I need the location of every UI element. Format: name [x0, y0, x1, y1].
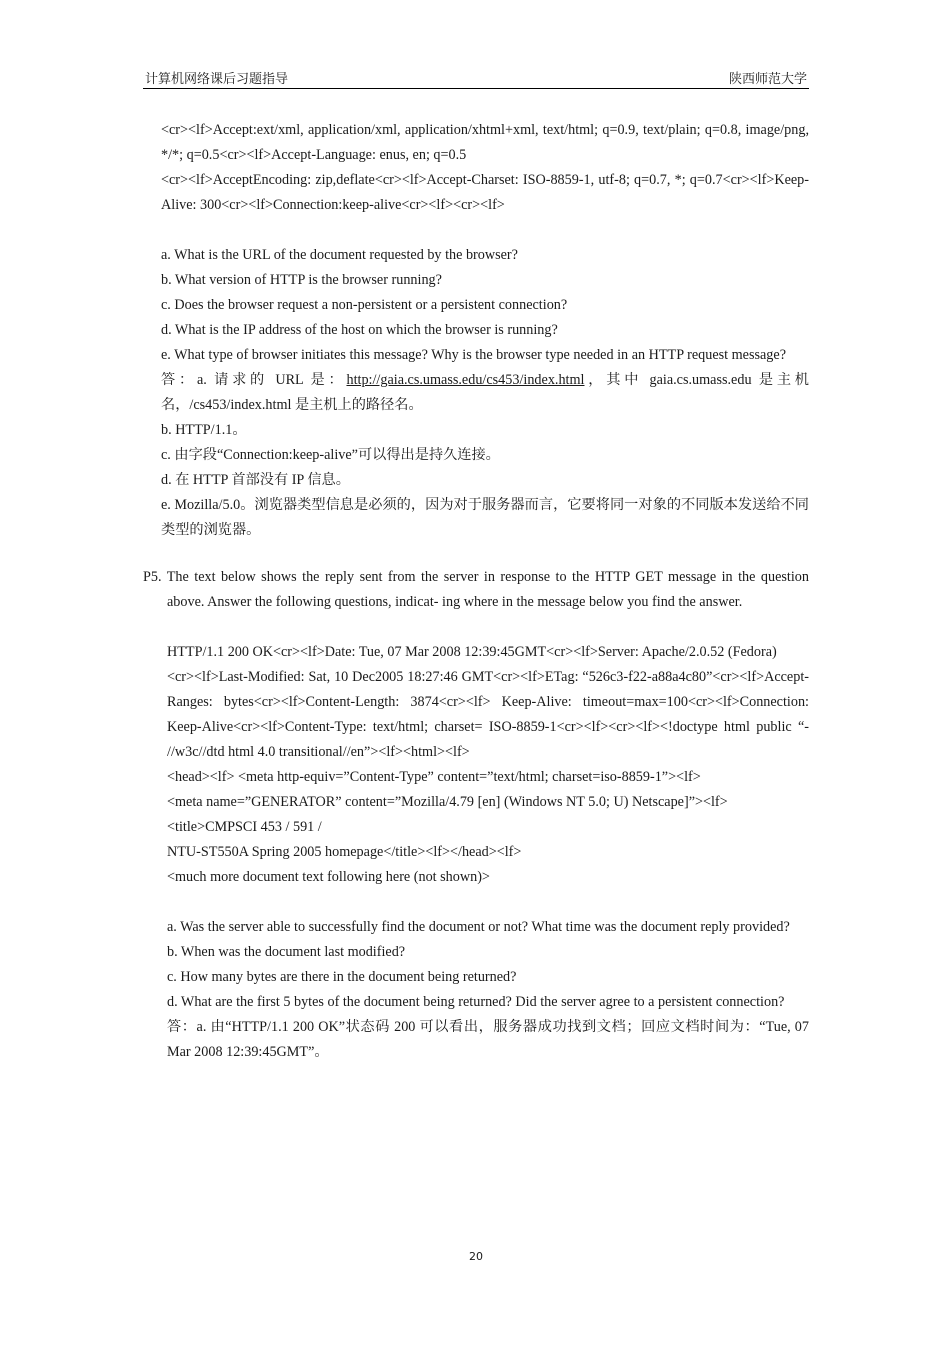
answer-a-prefix: 答：a. 请求的 URL 是：: [161, 372, 347, 388]
question-item: b. What version of HTTP is the browser running?: [161, 272, 442, 288]
question-item: b. When was the document last modified?: [167, 944, 406, 960]
reply-line: NTU-ST550A Spring 2005 homepage</title><lf></head><lf>: [167, 844, 522, 860]
page-number: 20: [469, 1250, 483, 1263]
answer-a: 答：a. 由“HTTP/1.1 200 OK”状态码 200 可以看出，服务器成功找到文档；回应文档时间为：“Tue, 07 Mar 2008 12:39:45GMT”。: [167, 1019, 809, 1060]
p5-reply-message: [143, 640, 809, 890]
p5-questions: [143, 915, 809, 1065]
question-item: c. Does the browser request a non-persistent or a persistent connection?: [161, 297, 568, 313]
reply-line: <cr><lf>Last-Modified: Sat, 10 Dec2005 18:27:46 GMT<cr><lf>ETag: “526c3-f22-a88a4c80”<cr><lf>Accept- Ranges: bytes<cr><lf>Content-Length: 3874<cr><lf> Keep-Alive: timeout=max=100<cr><lf>Connection: Keep-Alive<cr><lf>Content-Type: text/html; charset= ISO-8859-1<cr><lf><cr><lf><!doctype html public “- //w3c//dtd html 4.0 transitional//en”><lf><html><lf>: [167, 669, 809, 760]
question-item: d. What is the IP address of the host on which the browser is running?: [161, 322, 558, 338]
reply-line: <head><lf> <meta http-equiv=”Content-Type” content=”text/html; charset=iso-8859-1”><lf>: [167, 769, 701, 785]
answer-a: [161, 368, 809, 418]
answer-b: b. HTTP/1.1。: [161, 422, 247, 438]
p5-question: P5. The text below shows the reply sent from the server in response to the HTTP GET message in the question above. Answer the following questions, indicat- ing where in the message below you find the answer.: [143, 569, 809, 610]
header-course-title: 计算机网络课后习题指导: [145, 71, 289, 86]
answer-d: d. 在 HTTP 首部没有 IP 信息。: [161, 472, 350, 488]
answer-e: e. Mozilla/5.0。浏览器类型信息是必须的，因为对于服务器而言，它要将同一对象的不同版本发送给不同类型的浏览器。: [161, 497, 809, 538]
p4-questions: [143, 243, 809, 368]
reply-line: HTTP/1.1 200 OK<cr><lf>Date: Tue, 07 Mar 2008 12:39:45GMT<cr><lf>Server: Apache/2.0.52 (Fedora): [167, 644, 777, 660]
question-item: d. What are the first 5 bytes of the document being returned? Did the server agree to a persistent connection?: [167, 994, 785, 1010]
answer-c: c. 由字段“Connection:keep-alive”可以得出是持久连接。: [161, 447, 500, 463]
request-line: <cr><lf>Accept:ext/xml, application/xml, application/xhtml+xml, text/html; q=0.9, text/plain; q=0.8, image/png, */*; q=0.5<cr><lf>Accept-Language: enus, en; q=0.5: [161, 122, 809, 163]
requested-url-link[interactable]: http://gaia.cs.umass.edu/cs453/index.html: [346, 372, 585, 388]
p4-answers: [143, 368, 809, 543]
p4-request-tail: [143, 118, 809, 218]
reply-line: <much more document text following here (not shown)>: [167, 869, 490, 885]
question-item: a. What is the URL of the document requested by the browser?: [161, 247, 518, 263]
question-item: e. What type of browser initiates this message? Why is the browser type needed in an HTTP request message?: [161, 347, 786, 363]
question-item: a. Was the server able to successfully find the document or not? What time was the document reply provided?: [167, 919, 790, 935]
answer-a-suffix: ，其中 gaia.cs.umass.edu 是主机名，/cs453/index.html 是主机上的路径名。: [161, 372, 809, 413]
page-content: [143, 118, 809, 1065]
header-university: 陕西师范大学: [728, 71, 807, 86]
request-line: <cr><lf>AcceptEncoding: zip,deflate<cr><lf>Accept-Charset: ISO-8859-1, utf-8; q=0.7, *; q=0.7<cr><lf>Keep-Alive: 300<cr><lf>Connection:keep-alive<cr><lf><cr><lf>: [161, 172, 809, 213]
question-item: c. How many bytes are there in the document being returned?: [167, 969, 517, 985]
reply-line: <title>CMPSCI 453 / 591 /: [167, 819, 322, 835]
page-header: [143, 68, 809, 89]
reply-line: <meta name=”GENERATOR” content=”Mozilla/4.79 [en] (Windows NT 5.0; U) Netscape]”><lf>: [167, 794, 728, 810]
